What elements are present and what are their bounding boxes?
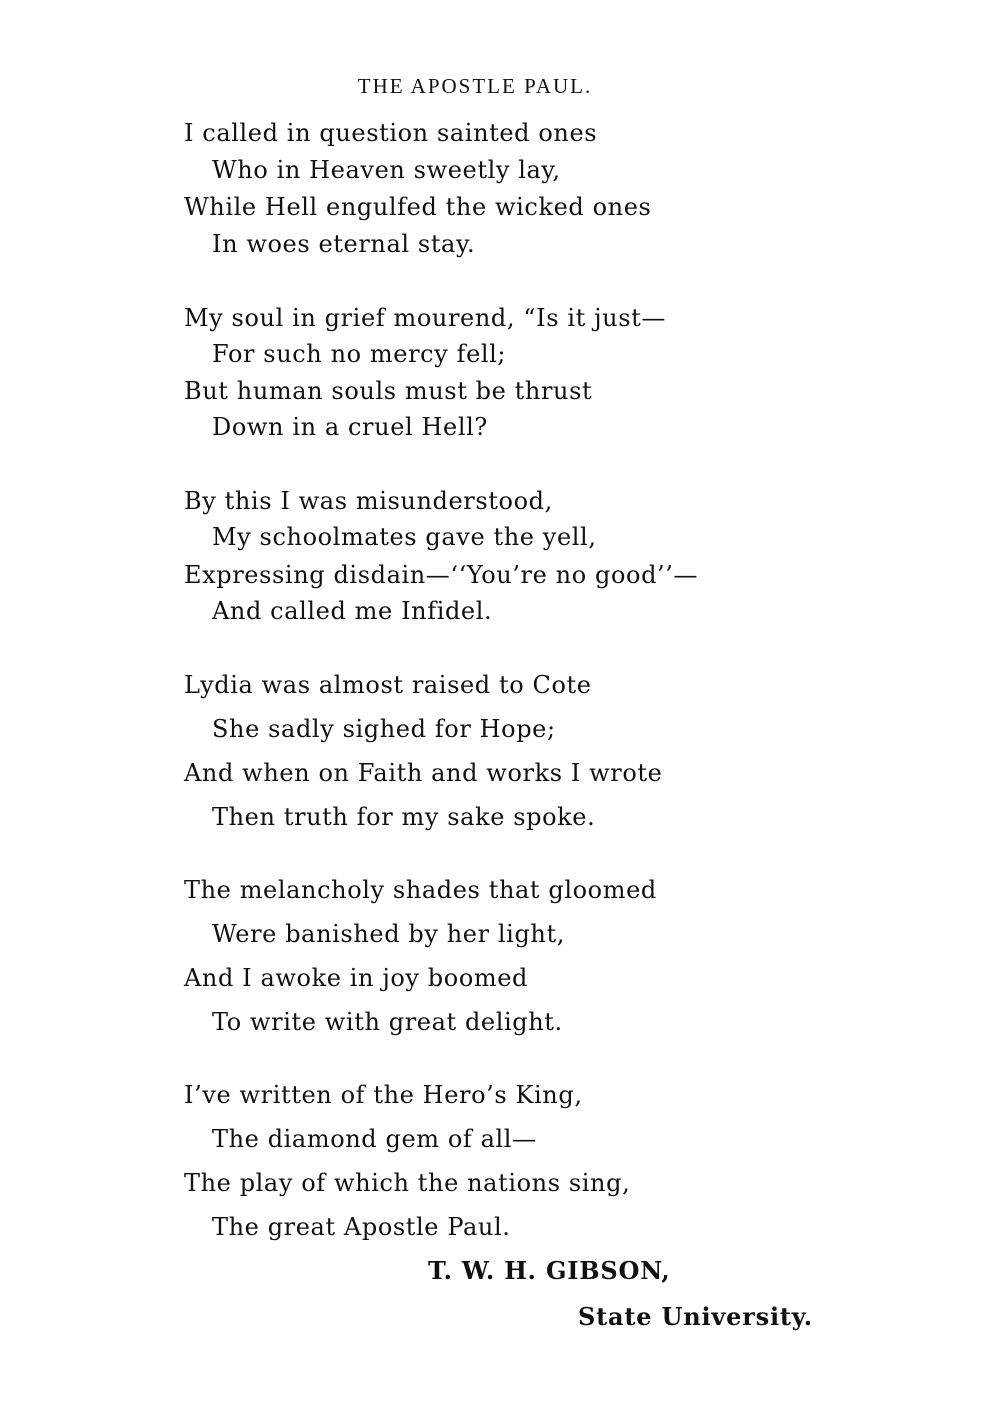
- poem-line: Expressing disdain—‘‘You’re no good’’—: [184, 561, 699, 589]
- poem-line: My schoolmates gave the yell,: [212, 523, 597, 551]
- poem-line: I called in question sainted ones: [184, 119, 598, 147]
- poem-line: Who in Heaven sweetly lay,: [212, 156, 561, 184]
- poem-line: I’ve written of the Hero’s King,: [184, 1081, 583, 1109]
- author-signature: T. W. H. GIBSON,: [428, 1256, 671, 1285]
- author-affiliation: State University.: [578, 1302, 813, 1331]
- poem-line: Were banished by her light,: [212, 920, 565, 948]
- poem-line: The play of which the nations sing,: [184, 1169, 631, 1197]
- poem-line: And I awoke in joy boomed: [184, 964, 528, 992]
- poem-line: By this I was misunderstood,: [184, 487, 553, 515]
- poem-line: She sadly sighed for Hope;: [212, 715, 556, 743]
- poem-line: My soul in grief mourend, “Is it just—: [184, 304, 666, 332]
- poem-title: THE APOSTLE PAUL.: [357, 74, 593, 98]
- poem-line: For such no mercy fell;: [212, 340, 507, 368]
- poem-line: While Hell engulfed the wicked ones: [184, 193, 652, 221]
- poem-line: And when on Faith and works I wrote: [184, 759, 663, 787]
- poem-line: Lydia was almost raised to Cote: [184, 671, 592, 699]
- poem-line: The melancholy shades that gloomed: [184, 876, 657, 904]
- poem-line: And called me Infidel.: [212, 597, 493, 625]
- poem-line: Then truth for my sake spoke.: [212, 803, 596, 831]
- poem-line: But human souls must be thrust: [184, 377, 593, 405]
- poem-line: In woes eternal stay.: [212, 230, 476, 258]
- poem-line: The diamond gem of all—: [212, 1125, 537, 1153]
- poem-line: Down in a cruel Hell?: [212, 413, 488, 441]
- poem-line: To write with great delight.: [212, 1008, 563, 1036]
- poem-line: The great Apostle Paul.: [212, 1213, 511, 1241]
